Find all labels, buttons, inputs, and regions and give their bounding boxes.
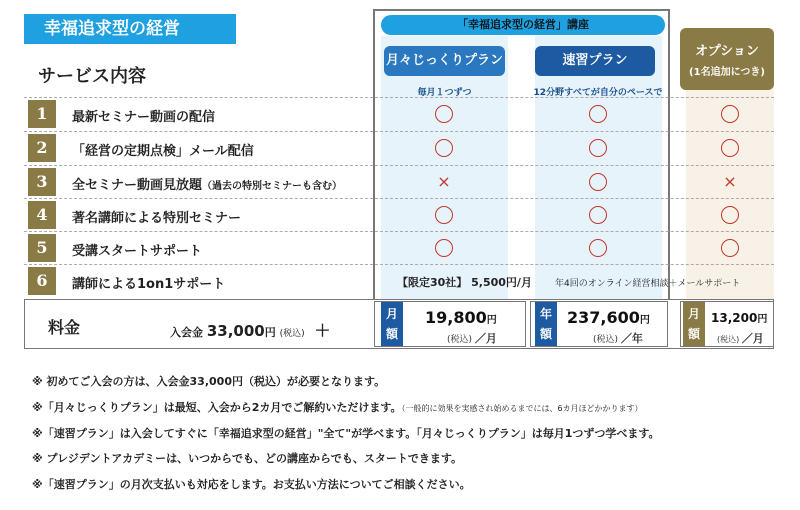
note-text: ※「月々じっくりプラン」は最短、入会から2カ月でご解約いただけます。: [32, 401, 402, 414]
circle-mark-icon: [589, 206, 607, 224]
circle-mark-icon: [589, 239, 607, 257]
row-label: [72, 140, 254, 159]
circle-mark-icon: [589, 139, 607, 157]
note-small: （一般的に効果を実感され始めるまでには、6カ月ほどかかります）: [401, 404, 643, 413]
entry-fee-yen: 円: [264, 326, 276, 339]
speed-price-box: [530, 301, 668, 347]
row-label-text: 講師による1on1サポート: [72, 277, 226, 292]
tag-char: 月: [385, 307, 398, 321]
monthly-price-number: 19,800: [425, 308, 487, 327]
option-price-tax: (税込): [717, 335, 740, 344]
option-price-tag: [683, 302, 705, 346]
speed-price-tag: [535, 302, 557, 346]
note-item: [32, 373, 385, 389]
note-text: ※ 初めてご入会の方は、入会金33,000円（税込）が必要となります。: [32, 375, 386, 388]
row-divider: [24, 264, 774, 265]
tag-char: 額: [687, 327, 700, 341]
entry-fee-label: 入会金: [170, 326, 203, 339]
cross-mark-icon: ×: [437, 172, 451, 191]
plan-speed-sub: 12分野すべてが自分のペースで: [533, 88, 663, 98]
circle-mark-icon: [435, 206, 453, 224]
row-number: 3: [28, 168, 56, 196]
note-item: [32, 476, 471, 492]
row-number: 6: [28, 267, 56, 295]
tag-char: 額: [385, 327, 398, 341]
price-label: 料金: [48, 318, 81, 337]
note-text: ※「速習プラン」は入会してすぐに「幸福追求型の経営」"全て"が学べます。「月々じっくりプラン」は毎月1つずつ学べます。: [32, 427, 660, 440]
option-price-per: ／月: [741, 332, 764, 345]
row-label: [72, 106, 215, 125]
note-text: ※ プレジデントアカデミーは、いつからでも、どの講座からでも、スタートできます。: [32, 452, 463, 465]
option-price-sub: [717, 330, 764, 346]
row-label-text: 受講スタートサポート: [72, 244, 203, 259]
row-label-note: （過去の特別セミナーも含む）: [202, 181, 343, 192]
row-label-text: 最新セミナー動画の配信: [72, 110, 216, 125]
option-price-number: 13,200: [711, 311, 758, 325]
row-label-text: 「経営の定期点検」メール配信: [72, 144, 254, 159]
plan-speed-label: 速習プラン: [535, 46, 655, 76]
speed-price-tax: (税込): [593, 335, 619, 345]
option-price-value: [711, 310, 767, 325]
speed-price-number: 237,600: [567, 308, 640, 327]
note-item: [32, 425, 660, 441]
one-on-one-price: 【限定30社】 5,500円/月: [397, 276, 532, 289]
option-price-yen: 円: [757, 314, 768, 325]
circle-mark-icon: [721, 105, 739, 123]
tag-char: 年: [539, 307, 552, 321]
row-label: [72, 174, 342, 193]
monthly-price-tag: [381, 302, 403, 346]
option-header: [680, 28, 774, 90]
note-item: [32, 450, 462, 466]
monthly-price-tax: (税込): [447, 335, 473, 345]
circle-mark-icon: [721, 206, 739, 224]
note-text: ※「速習プラン」の月次支払いも対応をします。お支払い方法についてご相談ください。: [32, 478, 471, 491]
row-divider: [24, 131, 774, 132]
service-heading: サービス内容: [38, 66, 146, 87]
row-divider: [24, 231, 774, 232]
row-number: 1: [28, 100, 56, 128]
option-name: オプション: [695, 44, 759, 59]
circle-mark-icon: [435, 239, 453, 257]
circle-mark-icon: [589, 173, 607, 191]
circle-mark-icon: [435, 139, 453, 157]
speed-price-per: ／年: [620, 332, 643, 345]
speed-price-sub: [593, 330, 643, 346]
monthly-price-per: ／月: [474, 332, 497, 345]
row-divider: [24, 97, 774, 98]
tag-char: 額: [539, 327, 552, 341]
row-label-text: 著名講師による特別セミナー: [72, 211, 242, 226]
plan-monthly-label: 月々じっくりプラン: [384, 46, 505, 76]
tag-char: 月: [687, 307, 700, 321]
circle-mark-icon: [435, 105, 453, 123]
course-header: 「幸福追求型の経営」講座: [381, 15, 665, 35]
note-item: [32, 399, 643, 415]
plan-monthly-sub: 毎月１つずつ: [417, 88, 472, 98]
circle-mark-icon: [721, 139, 739, 157]
option-price-box: [680, 301, 774, 347]
speed-price-yen: 円: [639, 315, 650, 326]
page-title: 幸福追求型の経営: [24, 14, 236, 44]
row-label: [72, 273, 225, 292]
entry-fee-plus: ＋: [314, 321, 331, 340]
entry-fee: [170, 318, 330, 341]
speed-price-value: [567, 308, 650, 327]
option-sub: (1名追加につき): [689, 67, 765, 78]
row-divider: [24, 198, 774, 199]
circle-mark-icon: [589, 105, 607, 123]
row-number: 5: [28, 234, 56, 262]
entry-fee-tax: (税込): [279, 329, 305, 339]
row-number: 4: [28, 201, 56, 229]
circle-mark-icon: [721, 239, 739, 257]
cross-mark-icon: ×: [723, 172, 737, 191]
row-label-text: 全セミナー動画見放題: [72, 178, 203, 193]
row-label: [72, 207, 241, 226]
monthly-price-value: [425, 308, 497, 327]
monthly-price-yen: 円: [486, 315, 497, 326]
row-number: 2: [28, 134, 56, 162]
one-on-one-detail: 年4回のオンライン経営相談＋メールサポート: [555, 279, 741, 289]
row-label: [72, 240, 202, 259]
monthly-price-sub: [447, 330, 497, 346]
monthly-price-box: [374, 301, 526, 347]
row-divider: [24, 165, 774, 166]
entry-fee-value: 33,000: [206, 322, 265, 340]
